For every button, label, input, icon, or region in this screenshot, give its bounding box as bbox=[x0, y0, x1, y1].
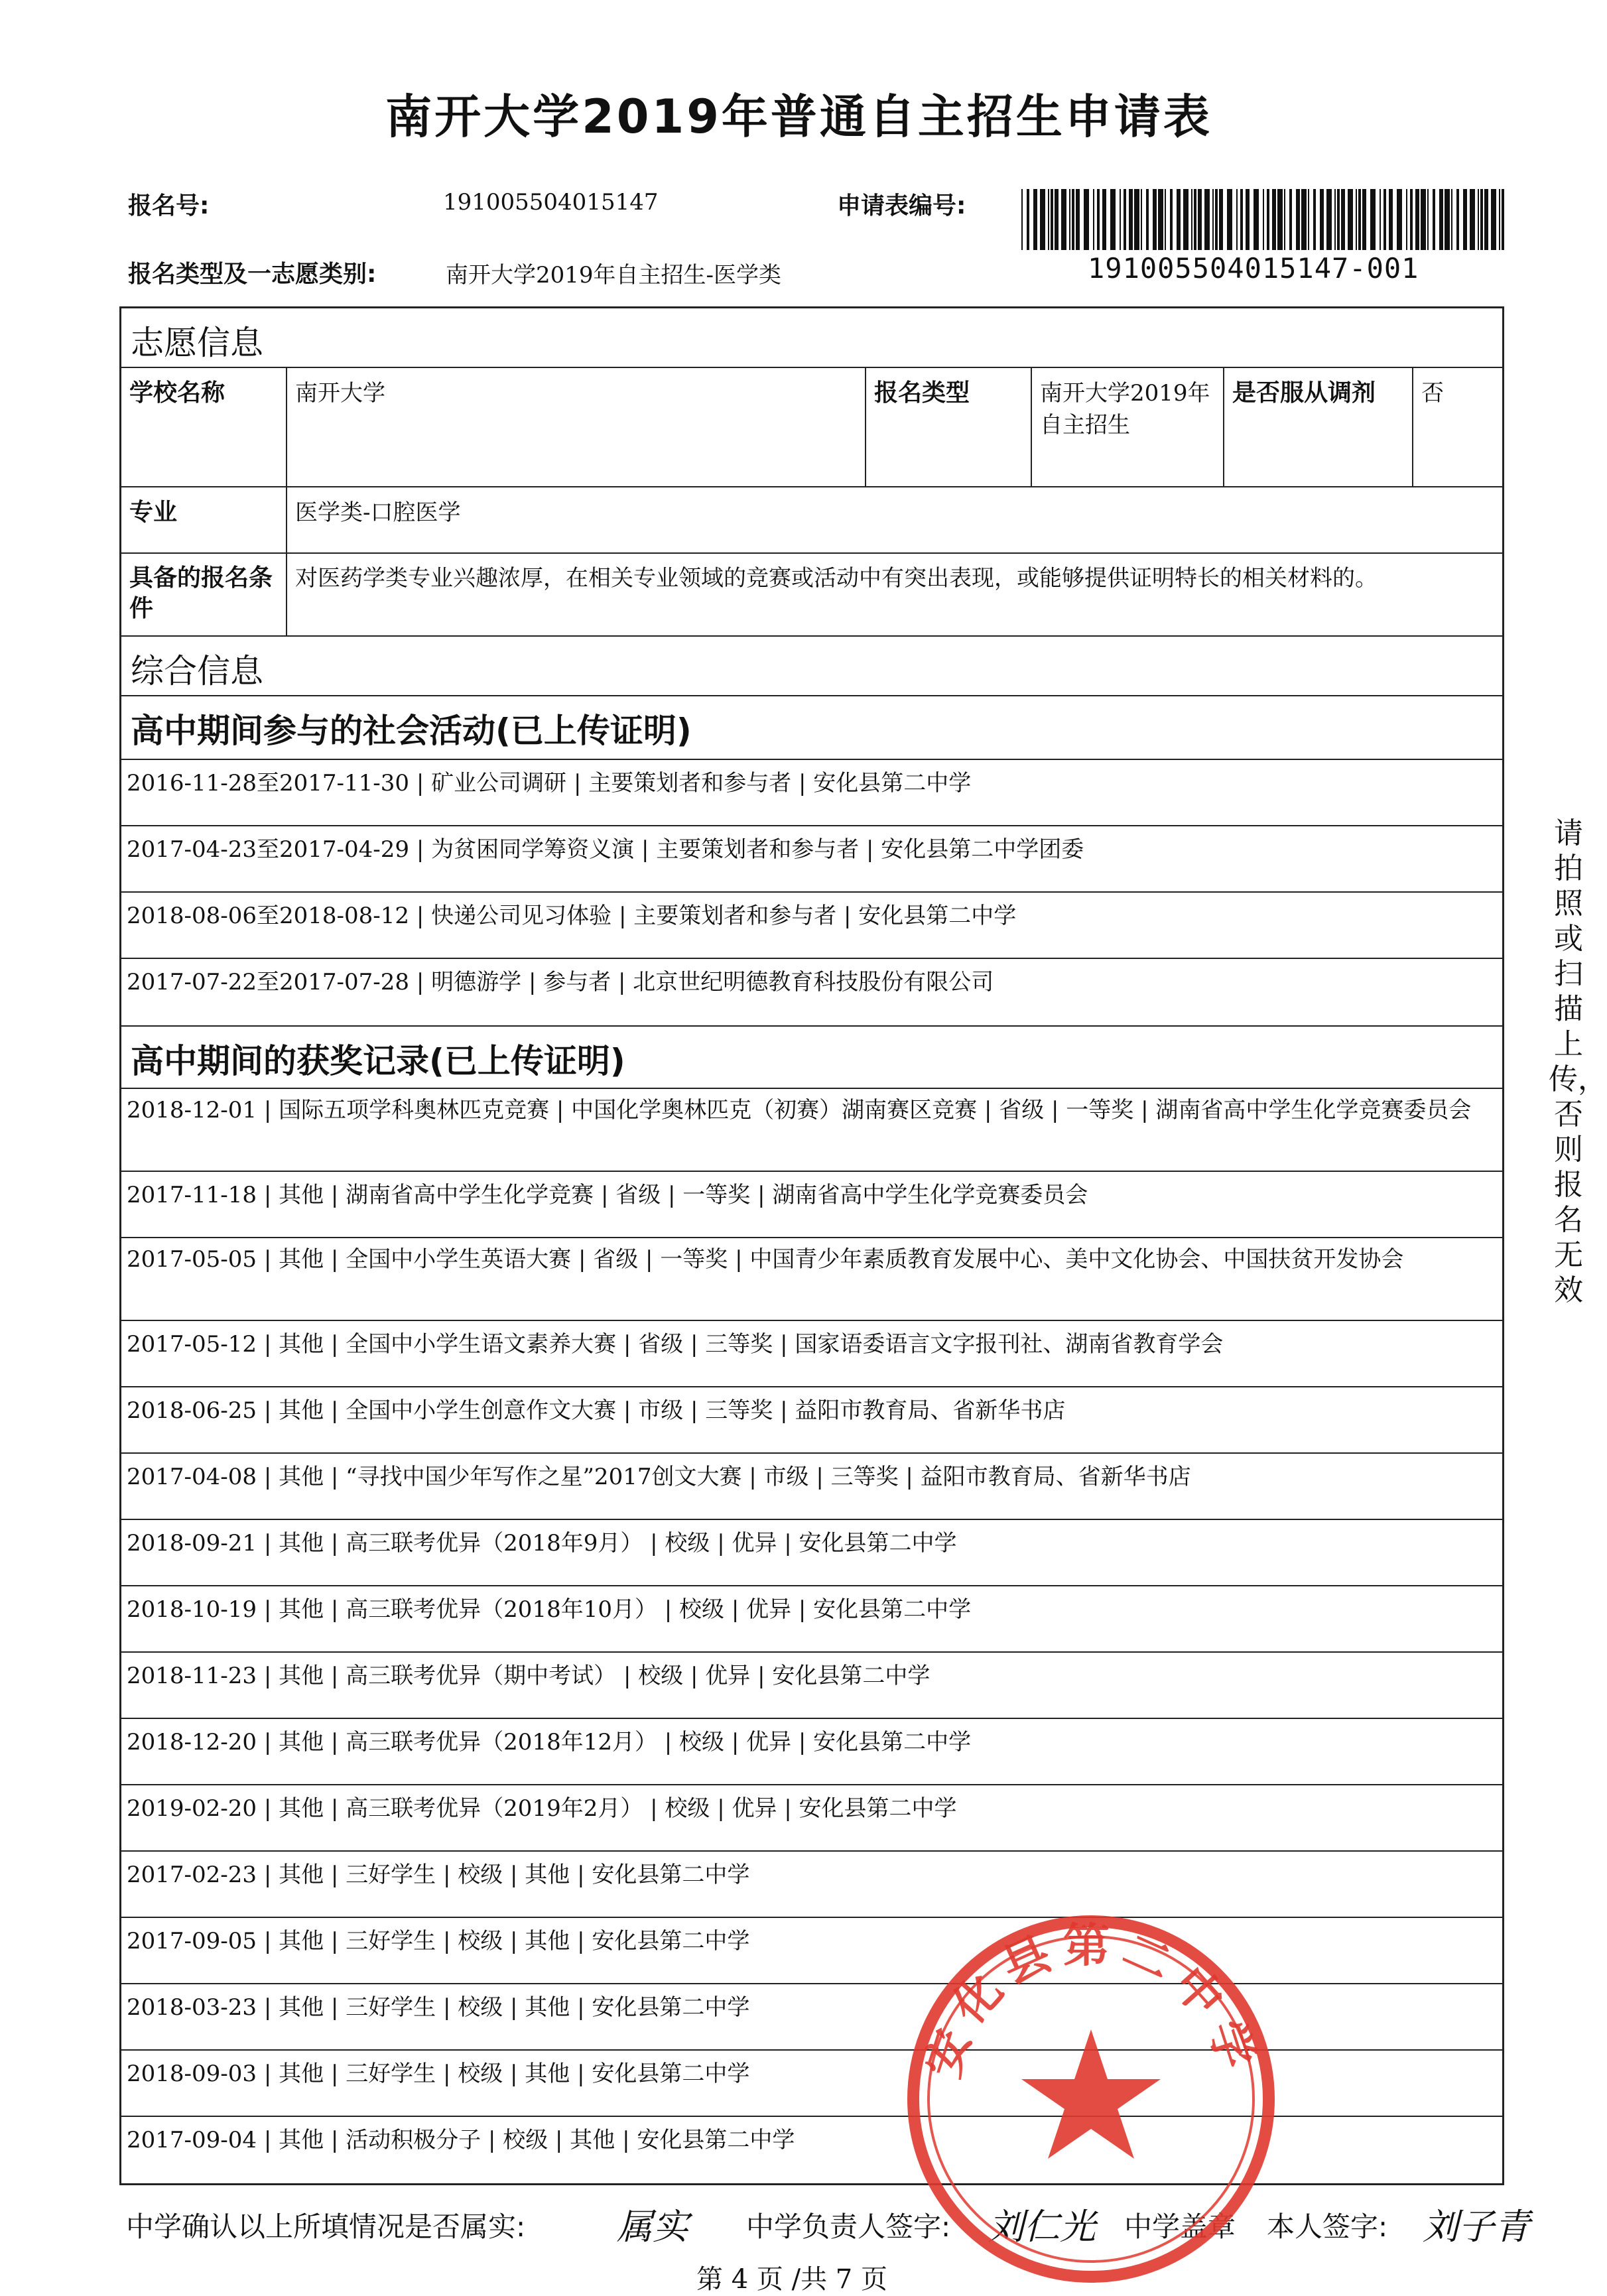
barcode-bar bbox=[1253, 189, 1259, 250]
list-item: 2018-09-03 | 其他 | 三好学生 | 校级 | 其他 | 安化县第二中学 bbox=[121, 2051, 1502, 2117]
barcode-bar bbox=[1348, 189, 1353, 250]
barcode-bar bbox=[1129, 189, 1133, 250]
stamp-text: 安化县第二中学 bbox=[915, 1918, 1267, 2084]
barcode-bar bbox=[1320, 189, 1324, 250]
barcode-bar bbox=[1097, 189, 1100, 250]
major-row bbox=[121, 487, 1502, 554]
barcode-bar bbox=[1370, 189, 1376, 250]
list-item: 2017-09-04 | 其他 | 活动积极分子 | 校级 | 其他 | 安化县第二中学 bbox=[127, 2127, 795, 2153]
application-form bbox=[119, 306, 1504, 2185]
barcode-bar bbox=[1380, 189, 1381, 250]
barcode-bar bbox=[1308, 189, 1309, 250]
condition-value: 对医药学类专业兴趣浓厚，在相关专业领域的竞赛或活动中有突出表现，或能够提供证明特长的相关材料的。 bbox=[295, 565, 1378, 592]
barcode-bar bbox=[1191, 189, 1192, 250]
barcode-bar bbox=[1102, 189, 1106, 250]
barcode-bar bbox=[1246, 189, 1250, 250]
barcode-bar bbox=[1267, 189, 1269, 250]
barcode-bar bbox=[1219, 189, 1223, 250]
barcode-bar bbox=[1158, 189, 1163, 250]
list-item: 2018-11-23 | 其他 | 高三联考优异（期中考试） | 校级 | 优异 | 安化县第二中学 bbox=[121, 1653, 1502, 1719]
barcode-bar bbox=[1124, 189, 1126, 250]
list-item: 2017-02-23 | 其他 | 三好学生 | 校级 | 其他 | 安化县第二中学 bbox=[121, 1852, 1502, 1918]
list-item: 2018-12-20 | 其他 | 高三联考优异（2018年12月） | 校级 | 优异 | 安化县第二中学 bbox=[121, 1719, 1502, 1785]
barcode-bar bbox=[1236, 189, 1238, 250]
school-value: 南开大学 bbox=[287, 368, 866, 486]
barcode-bar bbox=[1397, 189, 1402, 250]
list-item: 2018-03-23 | 其他 | 三好学生 | 校级 | 其他 | 安化县第二中学 bbox=[121, 1984, 1502, 2051]
barcode-bar bbox=[1484, 189, 1488, 250]
barcode-bar bbox=[1027, 189, 1029, 250]
list-item: 2017-09-05 | 其他 | 三好学生 | 校级 | 其他 | 安化县第二中学 bbox=[121, 1918, 1502, 1984]
barcode-bar bbox=[1048, 189, 1049, 250]
barcode-bar bbox=[1146, 189, 1149, 250]
barcode-bar bbox=[1183, 189, 1189, 250]
list-item: 2018-09-21 | 其他 | 高三联考优异（2018年9月） | 校级 | 优异 | 安化县第二中学 bbox=[121, 1520, 1502, 1586]
barcode-bar bbox=[1313, 189, 1316, 250]
barcode-bar bbox=[1433, 189, 1435, 250]
barcode-bar bbox=[1341, 189, 1345, 250]
barcode-bar bbox=[1240, 189, 1243, 250]
barcode-bar bbox=[1439, 189, 1443, 250]
barcode-bar bbox=[1383, 189, 1386, 250]
barcode-bar bbox=[1491, 189, 1496, 250]
activities-title: 高中期间参与的社会活动(已上传证明) bbox=[121, 696, 1502, 760]
barcode-bar bbox=[1451, 189, 1452, 250]
list-item: 2016-11-28至2017-11-30 | 矿业公司调研 | 主要策划者和参与者 | 安化县第二中学 bbox=[121, 760, 1502, 826]
barcode-bar bbox=[1153, 189, 1157, 250]
barcode-bar bbox=[1055, 189, 1059, 250]
barcode-bar bbox=[1263, 189, 1264, 250]
barcode-bar bbox=[1061, 189, 1066, 250]
list-item: 2017-04-08 | 其他 | “寻找中国少年写作之星”2017创文大赛 | 市级 | 三等奖 | 益阳市教育局、省新华书店 bbox=[121, 1454, 1502, 1520]
barcode-bar bbox=[1084, 189, 1089, 250]
barcode-bar bbox=[1284, 189, 1285, 250]
list-item: 2017-05-12 | 其他 | 全国中小学生语文素养大赛 | 省级 | 三等奖 | 国家语委语言文字报刊社、湖南省教育学会 bbox=[121, 1321, 1502, 1387]
confirm-signature: 属实 bbox=[617, 2206, 688, 2248]
barcode-bar bbox=[1502, 189, 1504, 250]
self-sign-label: 本人签字: bbox=[1267, 2210, 1388, 2243]
barcode-bar bbox=[1170, 189, 1173, 250]
barcode-bar bbox=[1198, 189, 1202, 250]
barcode-bar bbox=[1021, 189, 1023, 250]
barcode-bar bbox=[1326, 189, 1332, 250]
barcode-bar bbox=[1334, 189, 1336, 250]
adjust-value: 否 bbox=[1421, 380, 1444, 407]
page-number: 第 4 页 /共 7 页 bbox=[696, 2264, 887, 2295]
list-item: 2018-10-19 | 其他 | 高三联考优异（2018年10月） | 校级 | 优异 | 安化县第二中学 bbox=[121, 1586, 1502, 1653]
seal-label: 中学盖章 bbox=[1124, 2210, 1236, 2243]
type-label: 报名类型及一志愿类别: bbox=[128, 261, 377, 288]
barcode-bar bbox=[1076, 189, 1080, 250]
list-item: 2017-11-18 | 其他 | 湖南省高中学生化学竞赛 | 省级 | 一等奖 | 湖南省高中学生化学竞赛委员会 bbox=[121, 1172, 1502, 1238]
reg-type-label: 报名类型 bbox=[866, 368, 1032, 486]
barcode-bar bbox=[1421, 189, 1426, 250]
upload-notice: 请拍照或扫描上传，否则报名无效 bbox=[1549, 816, 1607, 1307]
school-seal-stamp bbox=[902, 1910, 1280, 2288]
list-item: 2017-04-23至2017-04-29 | 为贫困同学筹资义演 | 主要策划者和参与者 | 安化县第二中学团委 bbox=[121, 826, 1502, 893]
condition-label: 具备的报名条件 bbox=[121, 554, 287, 635]
barcode-bar bbox=[1337, 189, 1340, 250]
barcode-bar bbox=[1040, 189, 1045, 250]
barcode-bar bbox=[1277, 189, 1283, 250]
principal-label: 中学负责人签字: bbox=[746, 2210, 951, 2243]
general-section-title: 综合信息 bbox=[121, 637, 1502, 696]
barcode-bar bbox=[1227, 189, 1232, 250]
self-signature: 刘子青 bbox=[1423, 2206, 1530, 2248]
barcode-bar bbox=[1296, 189, 1300, 250]
barcode-bar bbox=[1415, 189, 1419, 250]
barcode-bar bbox=[1120, 189, 1121, 250]
list-item: 2018-06-25 | 其他 | 全国中小学生创意作文大赛 | 市级 | 三等奖 | 益阳市教育局、省新华书店 bbox=[121, 1387, 1502, 1454]
list-item: 2019-02-20 | 其他 | 高三联考优异（2019年2月） | 校级 | 优异 | 安化县第二中学 bbox=[121, 1785, 1502, 1852]
barcode-bar bbox=[1406, 189, 1407, 250]
barcode-bar bbox=[1212, 189, 1214, 250]
barcode-bar bbox=[1480, 189, 1483, 250]
barcode-bar bbox=[1289, 189, 1292, 250]
barcode-bar bbox=[1141, 189, 1142, 250]
barcode-bar bbox=[1033, 189, 1037, 250]
barcode-bar bbox=[1093, 189, 1094, 250]
type-value: 南开大学2019年自主招生-医学类 bbox=[446, 262, 782, 288]
principal-signature: 刘仁光 bbox=[988, 2206, 1096, 2248]
barcode bbox=[1021, 189, 1506, 250]
barcode-bar bbox=[1110, 189, 1116, 250]
barcode-bar bbox=[1204, 189, 1210, 250]
barcode-bar bbox=[1499, 189, 1500, 250]
barcode-bar bbox=[1301, 189, 1307, 250]
major-label: 专业 bbox=[121, 487, 287, 552]
reg-no-label: 报名号: bbox=[128, 192, 210, 220]
barcode-bar bbox=[1410, 189, 1413, 250]
barcode-bar bbox=[1389, 189, 1393, 250]
barcode-bar bbox=[1069, 189, 1070, 250]
adjust-label: 是否服从调剂 bbox=[1224, 368, 1413, 486]
awards-list bbox=[121, 1089, 1502, 2183]
list-item: 2017-05-05 | 其他 | 全国中小学生英语大赛 | 省级 | 一等奖 | 中国青少年素质教育发展中心、美中文化协会、中国扶贫开发协会 bbox=[121, 1238, 1502, 1321]
barcode-number: 191005504015147-001 bbox=[1088, 252, 1419, 285]
barcode-bar bbox=[1215, 189, 1218, 250]
list-item: 2017-07-22至2017-07-28 | 明德游学 | 参与者 | 北京世纪明德教育科技股份有限公司 bbox=[127, 969, 994, 995]
barcode-bar bbox=[1362, 189, 1366, 250]
reg-type-value: 南开大学2019年自主招生 bbox=[1032, 368, 1224, 486]
form-no-label: 申请表编号: bbox=[837, 192, 966, 220]
barcode-bar bbox=[1358, 189, 1361, 250]
barcode-bar bbox=[1051, 189, 1053, 250]
barcode-bar bbox=[1272, 189, 1276, 250]
activities-list bbox=[121, 760, 1502, 1025]
barcode-bar bbox=[1194, 189, 1196, 250]
condition-row bbox=[121, 554, 1502, 637]
barcode-bar bbox=[1177, 189, 1181, 250]
barcode-bar bbox=[1072, 189, 1074, 250]
school-label: 学校名称 bbox=[121, 368, 287, 486]
confirm-label: 中学确认以上所填情况是否属实: bbox=[126, 2210, 526, 2243]
list-item: 2018-08-06至2018-08-12 | 快递公司见习体验 | 主要策划者和参与者 | 安化县第二中学 bbox=[121, 893, 1502, 959]
page-title: 南开大学2019年普通自主招生申请表 bbox=[385, 90, 1212, 144]
barcode-bar bbox=[1456, 189, 1459, 250]
awards-title: 高中期间的获奖记录(已上传证明) bbox=[121, 1025, 1502, 1089]
list-item: 2018-12-01 | 国际五项学科奥林匹克竞赛 | 中国化学奥林匹克（初赛）湖南赛区竞赛 | 省级 | 一等奖 | 湖南省高中学生化学竞赛委员会 bbox=[121, 1089, 1502, 1172]
school-row bbox=[121, 368, 1502, 487]
major-value: 医学类-口腔医学 bbox=[295, 499, 461, 526]
reg-no-value: 191005504015147 bbox=[443, 189, 659, 216]
barcode-bar bbox=[1470, 189, 1475, 250]
barcode-bar bbox=[1165, 189, 1166, 250]
barcode-bar bbox=[1356, 189, 1357, 250]
barcode-bar bbox=[1427, 189, 1429, 250]
barcode-bar bbox=[1134, 189, 1139, 250]
wish-section-title: 志愿信息 bbox=[121, 308, 1502, 368]
barcode-bar bbox=[1463, 189, 1467, 250]
barcode-bar bbox=[1478, 189, 1479, 250]
barcode-bar bbox=[1445, 189, 1450, 250]
